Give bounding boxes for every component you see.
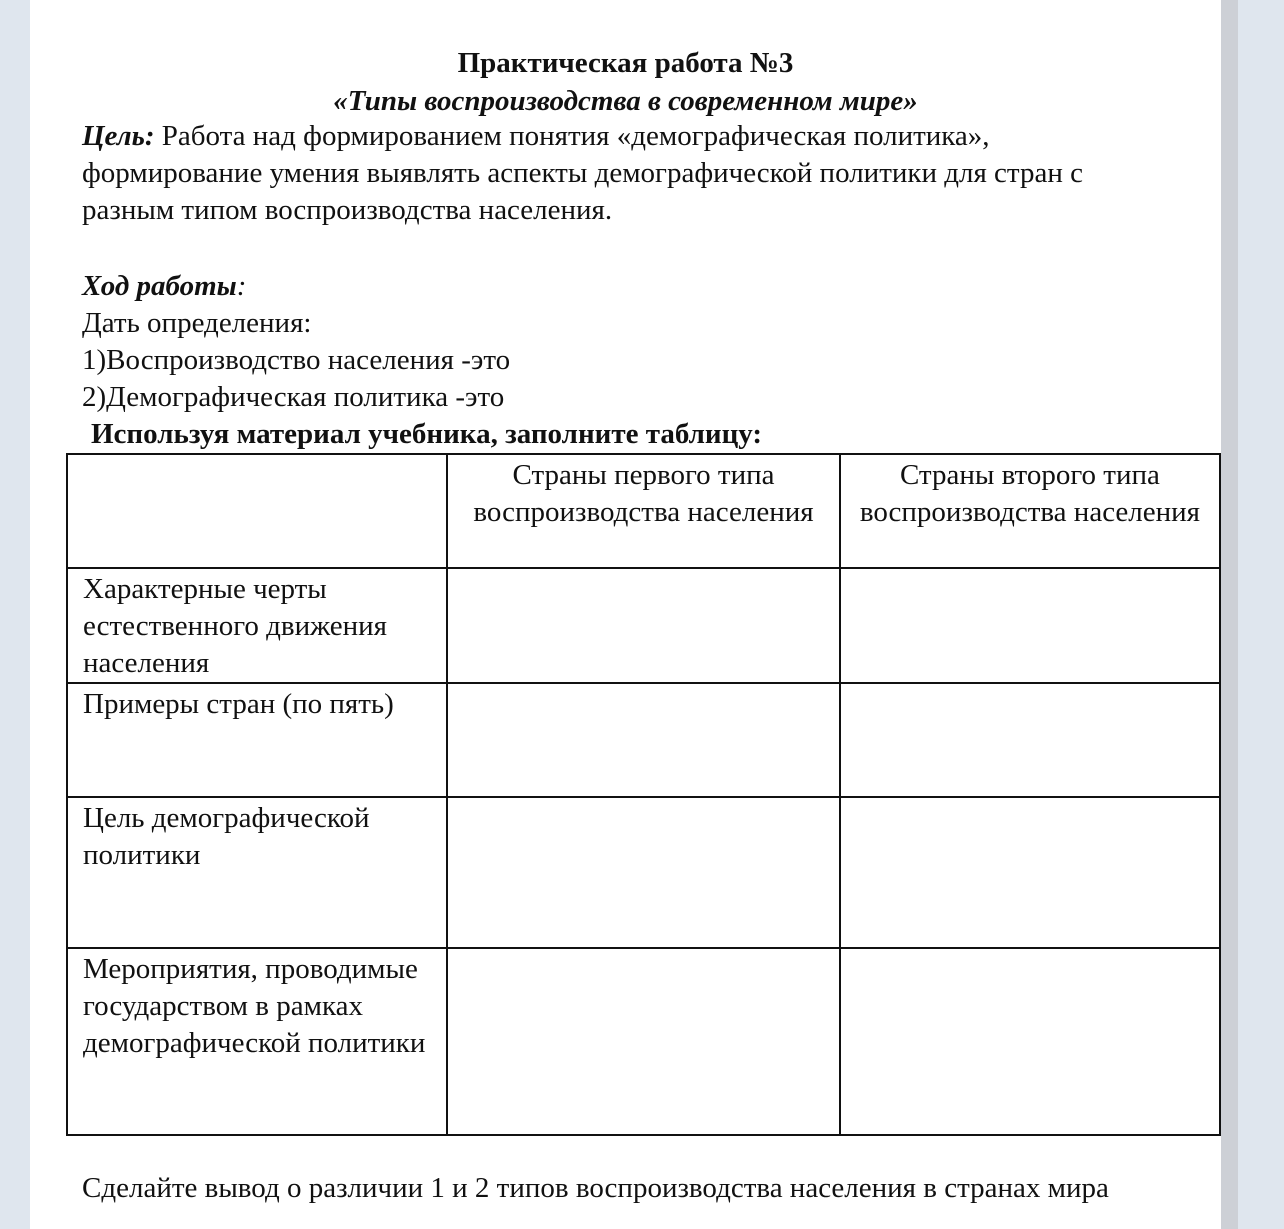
page-gutter: [1221, 0, 1238, 1229]
document-subtitle: «Типы воспроизводства в современном мире»: [333, 85, 918, 117]
table-cell-empty[interactable]: [447, 683, 840, 797]
table-cell-empty[interactable]: [840, 948, 1220, 1135]
goal-text-line-1: Работа над формированием понятия «демографическая политика»,: [154, 120, 990, 152]
document-title: Практическая работа №3: [457, 47, 794, 79]
document-page: [30, 0, 1221, 1229]
table-cell-empty[interactable]: [447, 948, 840, 1135]
column-header-first-type: Страны первого типа воспроизводства населения: [447, 454, 840, 568]
viewer-background-right: [1238, 0, 1284, 1229]
table-row: [67, 948, 1220, 1135]
row-label-natural-movement: Характерные черты естественного движения населения: [67, 568, 447, 683]
row-label-policy-measures: Мероприятия, проводимые государством в рамках демографической политики: [67, 948, 447, 1135]
table-row: [67, 683, 1220, 797]
table-instruction: Используя материал учебника, заполните таблицу:: [91, 418, 763, 450]
progress-label: Ход работы: [82, 270, 237, 302]
goal-text-line-2: формирование умения выявлять аспекты демографической политики для стран с: [82, 157, 1083, 189]
definition-item-2: 2)Демографическая политика -это: [82, 381, 505, 413]
definition-item-1: 1)Воспроизводство населения -это: [82, 344, 511, 376]
progress-heading: [82, 268, 246, 305]
table-header-row: [67, 454, 1220, 568]
column-header-second-type: Страны второго типа воспроизводства населения: [840, 454, 1220, 568]
goal-text-line-3: разным типом воспроизводства населения.: [82, 194, 613, 226]
viewer-background-left: [0, 0, 30, 1229]
conclusion-task: Сделайте вывод о различии 1 и 2 типов воспроизводства населения в странах мира: [82, 1172, 1109, 1204]
goal-paragraph: [82, 118, 1221, 229]
table-corner-cell: [67, 454, 447, 568]
table-cell-empty[interactable]: [840, 568, 1220, 683]
table-cell-empty[interactable]: [447, 568, 840, 683]
comparison-table: [66, 453, 1221, 1136]
table-cell-empty[interactable]: [447, 797, 840, 948]
table-row: [67, 797, 1220, 948]
progress-colon: :: [236, 270, 247, 302]
goal-label: Цель:: [82, 120, 155, 152]
table-row: [67, 568, 1220, 683]
row-label-policy-goal: Цель демографической политики: [67, 797, 447, 948]
table-cell-empty[interactable]: [840, 683, 1220, 797]
definitions-intro: Дать определения:: [82, 307, 312, 339]
row-label-country-examples: Примеры стран (по пять): [67, 683, 447, 797]
table-cell-empty[interactable]: [840, 797, 1220, 948]
